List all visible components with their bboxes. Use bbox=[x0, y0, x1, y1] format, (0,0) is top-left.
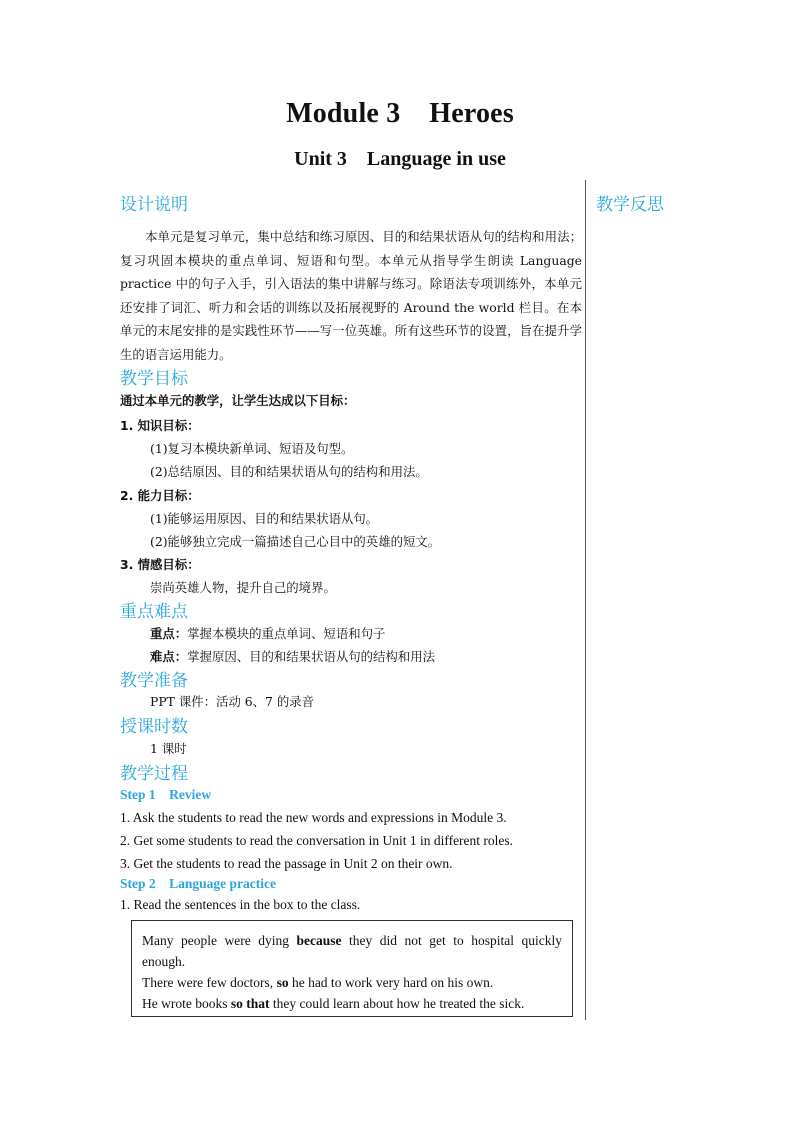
goal-2-item-b: (2)能够独立完成一篇描述自己心目中的英雄的短文。 bbox=[150, 534, 441, 549]
goal-3-title: 3. 情感目标： bbox=[120, 557, 200, 572]
example-sentence-2: There were few doctors, so he had to work very hard on his own. bbox=[142, 975, 494, 990]
step-1-item-2: 2. Get some students to read the conversation in Unit 1 in different roles. bbox=[120, 833, 514, 848]
step-1-item-3: 3. Get the students to read the passage in Unit 2 on their own. bbox=[120, 856, 453, 871]
example-sentence-3: He wrote books so that they could learn about how he treated the sick. bbox=[142, 996, 525, 1011]
keyword-because: because bbox=[296, 933, 342, 948]
goal-1-item-b: (2)总结原因、目的和结果状语从句的结构和用法。 bbox=[150, 464, 428, 479]
step-2-heading: Step 2 Language practice bbox=[120, 876, 276, 891]
key-point-line bbox=[150, 624, 385, 642]
unit-title: Unit 3 Language in use bbox=[294, 148, 506, 170]
difficulty-text: 掌握原因、目的和结果状语从句的结构和用法 bbox=[187, 649, 435, 664]
key-point-text: 掌握本模块的重点单词、短语和句子 bbox=[187, 626, 386, 641]
goal-1-item-a: (1)复习本模块新单词、短语及句型。 bbox=[150, 441, 354, 456]
example-sentence-box bbox=[131, 920, 573, 1017]
goal-2-item-a: (1)能够运用原因、目的和结果状语从句。 bbox=[150, 511, 379, 526]
column-divider bbox=[585, 180, 586, 1020]
goals-intro: 通过本单元的教学，让学生达成以下目标： bbox=[120, 393, 356, 408]
difficulty-line bbox=[150, 647, 435, 665]
keyword-so: so bbox=[276, 975, 289, 990]
design-paragraph: 本单元是复习单元，集中总结和练习原因、目的和结果状语从句的结构和用法；复习巩固本模块的重点单词、短语和句型。本单元从指导学生朗读 Language practice 中的句子入手，引入语法的集中讲解与练习。除语法专项训练外，本单元还安排了词汇、听力和会话的训练以及拓展视野的 Around the world 栏目。在本单元的末尾安排的是实践性环节——写一位英雄。所有这些环节的设置，旨在提升学生的语言运用能力。 bbox=[120, 229, 582, 362]
prep-heading: 教学准备 bbox=[120, 671, 188, 691]
process-heading: 教学过程 bbox=[120, 764, 188, 784]
step-1-heading: Step 1 Review bbox=[120, 787, 212, 802]
design-heading: 设计说明 bbox=[120, 195, 188, 215]
time-heading: 授课时数 bbox=[120, 717, 188, 737]
example-sentence-1: Many people were dying because they did not get to hospital quickly enough. bbox=[142, 933, 562, 969]
keypoints-heading: 重点难点 bbox=[120, 602, 188, 622]
keyword-so-that: so that bbox=[230, 996, 270, 1011]
goal-1-title: 1. 知识目标： bbox=[120, 418, 200, 433]
key-point-label: 重点： bbox=[150, 626, 188, 641]
goal-3-item-a: 崇尚英雄人物，提升自己的境界。 bbox=[150, 580, 336, 595]
reflection-heading: 教学反思 bbox=[596, 195, 664, 215]
step-2-item-1: 1. Read the sentences in the box to the class. bbox=[120, 897, 361, 912]
prep-text: PPT 课件：活动 6、7 的录音 bbox=[150, 694, 315, 709]
goals-heading: 教学目标 bbox=[120, 369, 188, 389]
goal-2-title: 2. 能力目标： bbox=[120, 488, 200, 503]
time-text: 1 课时 bbox=[150, 741, 187, 756]
difficulty-label: 难点： bbox=[150, 649, 188, 664]
step-1-item-1: 1. Ask the students to read the new words and expressions in Module 3. bbox=[120, 810, 507, 825]
module-title: Module 3 Heroes bbox=[286, 98, 514, 129]
